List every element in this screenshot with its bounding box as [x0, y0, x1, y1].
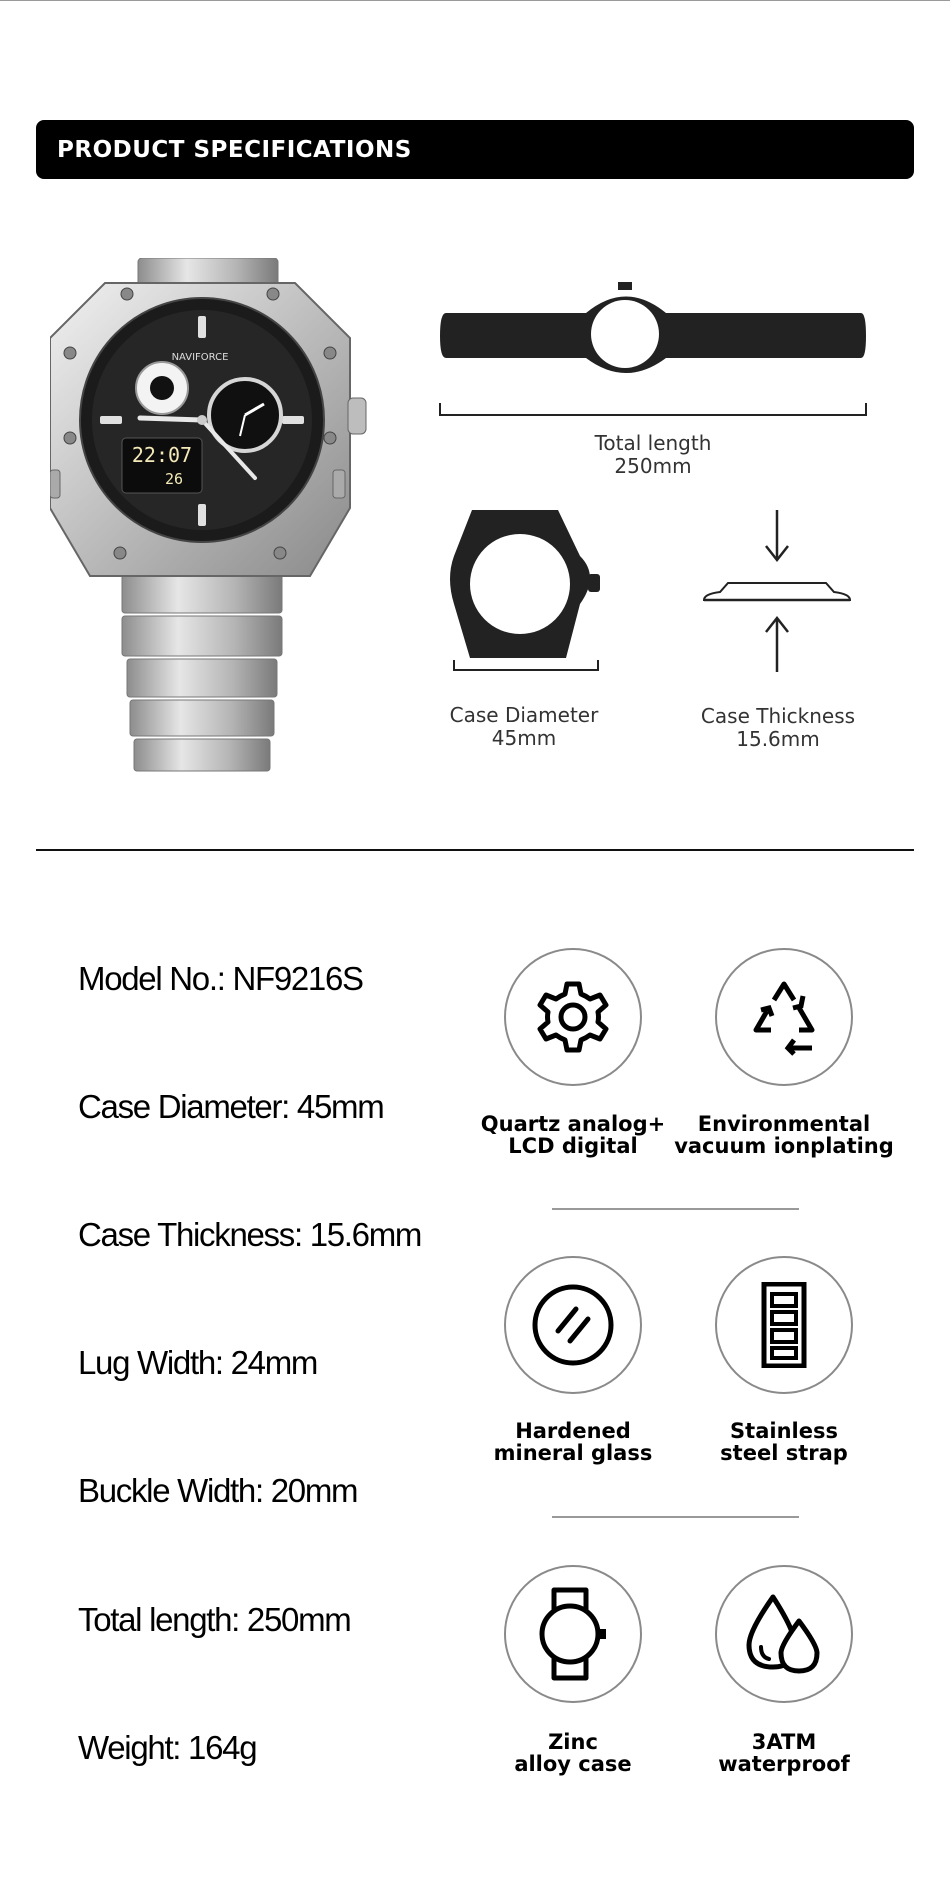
case-diameter-value: 45mm [491, 726, 557, 750]
spec-model-number: Model No.: NF9216S [78, 960, 363, 997]
feature-strap-label [674, 1420, 894, 1464]
steel-strap-icon [741, 1282, 827, 1368]
feature-glass-line1: Hardened [515, 1419, 631, 1443]
spec-case-thickness: Case Thickness: 15.6mm [78, 1216, 422, 1253]
feature-ionplating [715, 948, 853, 1086]
feature-movement-line1: Quartz analog+ [480, 1112, 666, 1136]
feature-ionplating-line2: vacuum ionplating [674, 1134, 894, 1158]
case-thickness-label [678, 705, 878, 751]
water-drops-icon [741, 1591, 827, 1677]
total-length-label [553, 432, 753, 478]
feature-divider-1 [552, 1208, 799, 1210]
feature-movement-label [463, 1113, 683, 1157]
watch-case-icon [528, 1586, 618, 1682]
case-diameter-label [424, 704, 624, 750]
section-divider [36, 849, 914, 851]
case-thickness-title: Case Thickness [700, 704, 856, 728]
spec-buckle-width: Buckle Width: 20mm [78, 1472, 358, 1509]
feature-waterproof [715, 1565, 853, 1703]
top-rule [0, 0, 950, 1]
feature-glass-line2: mineral glass [493, 1441, 653, 1465]
total-length-value: 250mm [614, 454, 692, 478]
feature-divider-2 [552, 1516, 799, 1518]
mineral-glass-icon [530, 1282, 616, 1368]
case-thickness-diagram [698, 508, 856, 674]
header-banner [36, 120, 914, 179]
feature-case-line2: alloy case [514, 1752, 632, 1776]
case-diameter-title: Case Diameter [449, 703, 599, 727]
spec-weight: Weight: 164g [78, 1729, 257, 1766]
feature-glass [504, 1256, 642, 1394]
spec-case-diameter: Case Diameter: 45mm [78, 1088, 384, 1125]
feature-strap [715, 1256, 853, 1394]
feature-case-line1: Zinc [548, 1730, 598, 1754]
feature-glass-label [463, 1420, 683, 1464]
total-length-diagram [436, 278, 868, 418]
feature-waterproof-line1: 3ATM [751, 1730, 817, 1754]
feature-waterproof-label [674, 1731, 894, 1775]
feature-ionplating-line1: Environmental [697, 1112, 871, 1136]
case-diameter-diagram [450, 508, 604, 672]
watch-product-image [50, 258, 375, 773]
feature-movement-line2: LCD digital [508, 1134, 638, 1158]
feature-movement [504, 948, 642, 1086]
feature-case-label [463, 1731, 683, 1775]
feature-case [504, 1565, 642, 1703]
case-thickness-value: 15.6mm [736, 727, 820, 751]
spec-total-length: Total length: 250mm [78, 1601, 351, 1638]
header-title: PRODUCT SPECIFICATIONS [57, 136, 412, 163]
gear-icon [530, 974, 616, 1060]
feature-waterproof-line2: waterproof [718, 1752, 850, 1776]
feature-strap-line2: steel strap [720, 1441, 848, 1465]
lcd-time-text: 22:07 [131, 443, 193, 467]
feature-strap-line1: Stainless [730, 1419, 838, 1443]
watch-brand-text: NAVIFORCE [171, 352, 229, 363]
spec-lug-width: Lug Width: 24mm [78, 1344, 318, 1381]
feature-ionplating-label [674, 1113, 894, 1157]
lcd-seconds-text: 26 [164, 470, 184, 488]
recycle-icon [741, 974, 827, 1060]
total-length-title: Total length [594, 431, 712, 455]
